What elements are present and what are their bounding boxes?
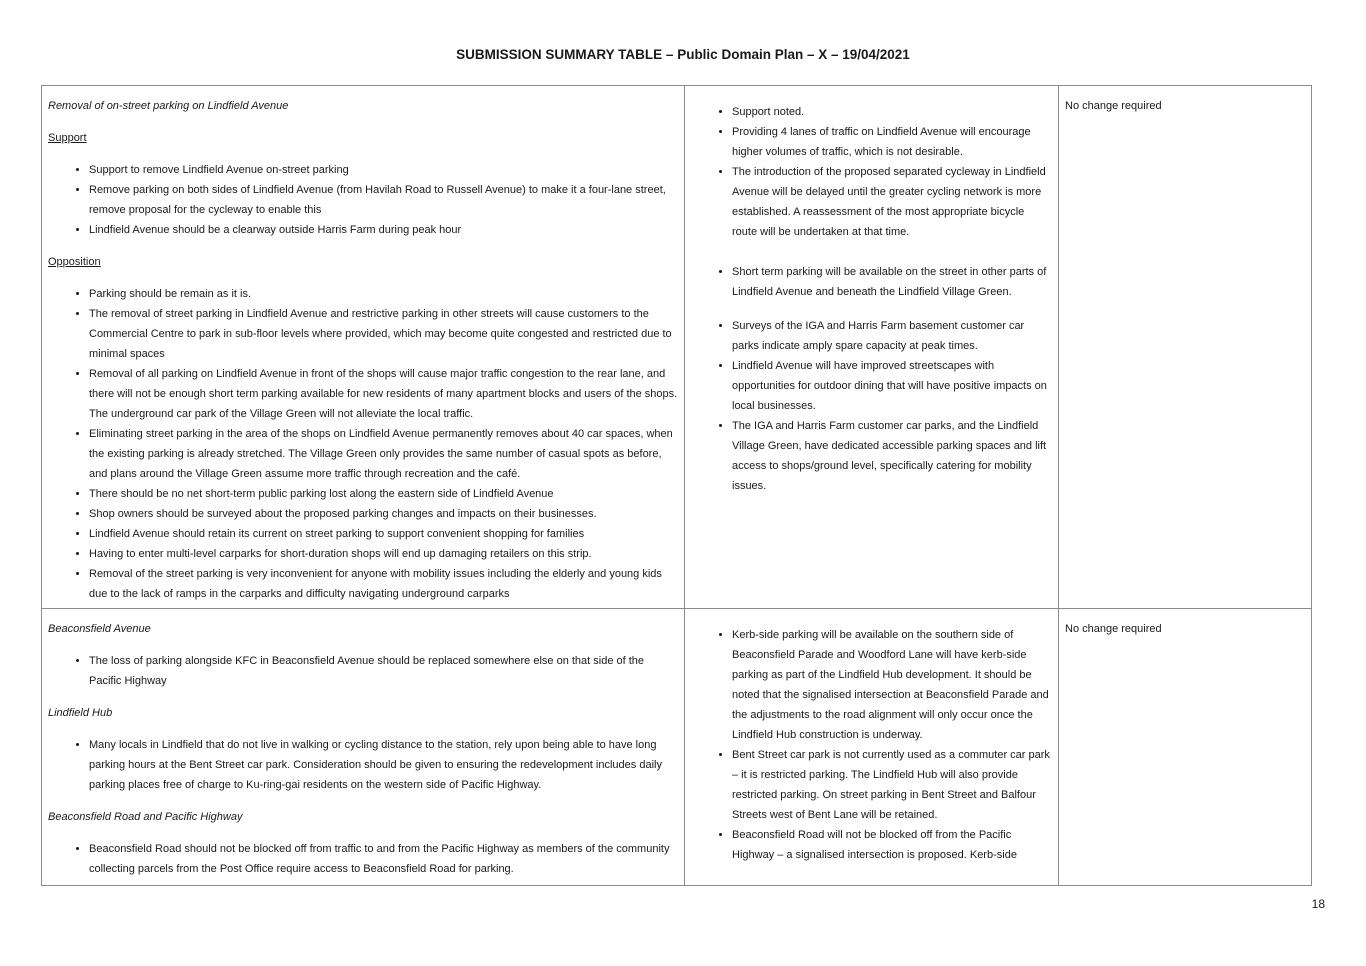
list-item: • Eliminating street parking in the area of the shops on Lindfield Avenue permanently removes about 40 car spaces, when the existing parking is already stretched. The Village Green only provides the same number of casual spots as before, and plans around the Village Green assume more traffic through recreation and the café. — [89, 424, 678, 484]
submission-cell — [42, 86, 685, 609]
list-item: • Removal of the street parking is very inconvenient for anyone with mobility issues including the elderly and young kids due to the lack of ramps in the carparks and difficulty navigating underground carparks — [89, 564, 678, 604]
support-list — [48, 160, 678, 240]
list-item: • The IGA and Harris Farm customer car parks, and the Lindfield Village Green, have dedicated accessible parking spaces and lift access to shops/ground level, specifically catering for mobility issues. — [732, 416, 1052, 496]
list-item: • Lindfield Avenue should retain its current on street parking to support convenient shopping for families — [89, 524, 678, 544]
support-heading: Support — [48, 132, 87, 144]
submission-topic: Beaconsfield Avenue — [48, 623, 151, 635]
submission-list — [48, 735, 678, 795]
response-list — [691, 316, 1052, 496]
list-item: • Kerb-side parking will be available on the southern side of Beaconsfield Parade and Woodford Lane will have kerb-side parking as part of the Lindfield Hub development. It should be noted that the signalised intersection at Beaconsfield Parade and the adjustments to the road alignment will only occur once the Lindfield Hub construction is underway. — [732, 625, 1052, 745]
table-row — [42, 86, 1312, 609]
response-cell — [685, 609, 1059, 886]
list-item: • The loss of parking alongside KFC in Beaconsfield Avenue should be replaced somewhere else on that side of the Pacific Highway — [89, 651, 678, 691]
outcome-cell — [1059, 609, 1312, 886]
list-item: • Many locals in Lindfield that do not live in walking or cycling distance to the station, rely upon being able to have long parking hours at the Bent Street car park. Consideration should be given to ensuring the redevelopment includes daily parking places free of charge to Ku-ring-gai residents on the western side of Pacific Highway. — [89, 735, 678, 795]
list-item: • Bent Street car park is not currently used as a commuter car park – it is restricted parking. The Lindfield Hub will also provide restricted parking. On street parking in Bent Street and Balfour Streets west of Bent Lane will be retained. — [732, 745, 1052, 825]
table-row — [42, 609, 1312, 886]
list-item: • Support noted. — [732, 102, 1052, 122]
list-item: • Having to enter multi-level carparks for short-duration shops will end up damaging retailers on this strip. — [89, 544, 678, 564]
response-cell — [685, 86, 1059, 609]
list-item: • Shop owners should be surveyed about the proposed parking changes and impacts on their businesses. — [89, 504, 678, 524]
response-list — [691, 625, 1052, 865]
list-item: • Beaconsfield Road will not be blocked off from the Pacific Highway – a signalised intersection is proposed. Kerb-side — [732, 825, 1052, 865]
submission-list — [48, 651, 678, 691]
list-item: • The introduction of the proposed separated cycleway in Lindfield Avenue will be delayed until the greater cycling network is more established. A reassessment of the most appropriate bicycle route will be undertaken at that time. — [732, 162, 1052, 242]
list-item: • Removal of all parking on Lindfield Avenue in front of the shops will cause major traffic congestion to the rear lane, and there will not be enough short term parking available for new residents of many apartment blocks and users of the shops. The underground car park of the Village Green will not alleviate the local traffic. — [89, 364, 678, 424]
list-item: • Parking should be remain as it is. — [89, 284, 678, 304]
list-item: • Providing 4 lanes of traffic on Lindfield Avenue will encourage higher volumes of traffic, which is not desirable. — [732, 122, 1052, 162]
outcome-text: No change required — [1065, 100, 1162, 112]
outcome-cell — [1059, 86, 1312, 609]
list-item: • Remove parking on both sides of Lindfield Avenue (from Havilah Road to Russell Avenue) to make it a four-lane street, remove proposal for the cycleway to enable this — [89, 180, 678, 220]
opposition-heading: Opposition — [48, 256, 101, 268]
list-item: • Lindfield Avenue should be a clearway outside Harris Farm during peak hour — [89, 220, 678, 240]
list-item: • Support to remove Lindfield Avenue on-street parking — [89, 160, 678, 180]
page-number: 18 — [1311, 897, 1325, 911]
submission-topic: Lindfield Hub — [48, 707, 113, 719]
submission-cell — [42, 609, 685, 886]
list-item: • The removal of street parking in Lindfield Avenue and restrictive parking in other streets will cause customers to the Commercial Centre to park in sub-floor levels where provided, which may become quite congested and restricted due to minimal spaces — [89, 304, 678, 364]
response-list — [691, 102, 1052, 242]
list-item: • There should be no net short-term public parking lost along the eastern side of Lindfield Avenue — [89, 484, 678, 504]
opposition-list — [48, 284, 678, 604]
response-list — [691, 262, 1052, 302]
list-item: • Lindfield Avenue will have improved streetscapes with opportunities for outdoor dining that will have positive impacts on local businesses. — [732, 356, 1052, 416]
list-item: • Beaconsfield Road should not be blocked off from traffic to and from the Pacific Highway as members of the community collecting parcels from the Post Office require access to Beaconsfield Road for parking. — [89, 839, 678, 879]
submission-list — [48, 839, 678, 879]
list-item: • Surveys of the IGA and Harris Farm basement customer car parks indicate amply spare capacity at peak times. — [732, 316, 1052, 356]
submission-summary-table — [41, 85, 1312, 886]
submission-topic: Removal of on-street parking on Lindfield Avenue — [48, 100, 289, 112]
list-item: • Short term parking will be available on the street in other parts of Lindfield Avenue and beneath the Lindfield Village Green. — [732, 262, 1052, 302]
page-title: SUBMISSION SUMMARY TABLE – Public Domain Plan – X – 19/04/2021 — [456, 47, 910, 62]
submission-topic: Beaconsfield Road and Pacific Highway — [48, 811, 243, 823]
outcome-text: No change required — [1065, 623, 1162, 635]
